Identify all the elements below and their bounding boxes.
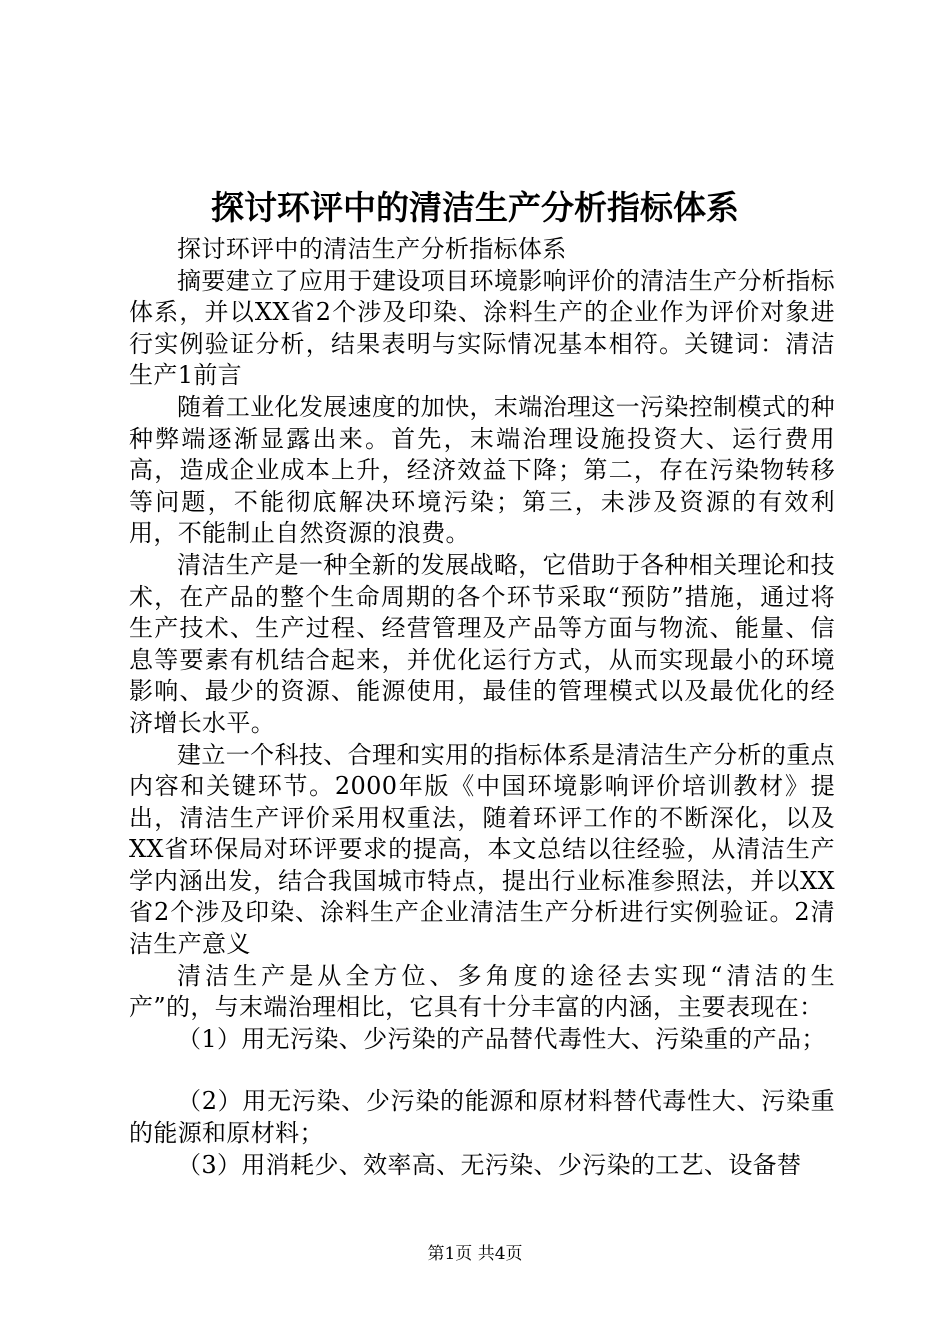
paragraph-meaning: 清洁生产是从全方位、多角度的途径去实现“清洁的生产”的，与末端治理相比，它具有十分丰富的内涵，主要表现在： bbox=[129, 961, 835, 1022]
list-item-2: （2）用无污染、少污染的能源和原材料替代毒性大、污染重的能源和原材料； bbox=[129, 1087, 835, 1148]
document-title: 探讨环评中的清洁生产分析指标体系 bbox=[211, 188, 739, 227]
paragraph-strategy: 清洁生产是一种全新的发展战略，它借助于各种相关理论和技术，在产品的整个生命周期的各个环节采取“预防”措施，通过将生产技术、生产过程、经营管理及产品等方面与物流、能量、信息等要素有机结合起来，并优化运行方式，从而实现最小的环境影响、最少的资源、能源使用，最佳的管理模式以及最优化的经济增长水平。 bbox=[129, 550, 835, 737]
page-footer: 第1页 共4页 bbox=[427, 1244, 523, 1264]
document-body bbox=[129, 234, 835, 1181]
paragraph-intro: 随着工业化发展速度的加快，末端治理这一污染控制模式的种种弊端逐渐显露出来。首先，末端治理设施投资大、运行费用高，造成企业成本上升，经济效益下降；第二，存在污染物转移等问题，不能彻底解决环境污染；第三，未涉及资源的有效利用，不能制止自然资源的浪费。 bbox=[129, 392, 835, 548]
paragraph-heading-repeat: 探讨环评中的清洁生产分析指标体系 bbox=[177, 235, 567, 263]
paragraph-abstract: 摘要建立了应用于建设项目环境影响评价的清洁生产分析指标体系，并以XX省2个涉及印染、涂料生产的企业作为评价对象进行实例验证分析，结果表明与实际情况基本相符。关键词：清洁生产1前言 bbox=[129, 266, 835, 390]
paragraph-index-system: 建立一个科技、合理和实用的指标体系是清洁生产分析的重点内容和关键环节。2000年版《中国环境影响评价培训教材》提出，清洁生产评价采用权重法，随着环评工作的不断深化，以及XX省环保局对环评要求的提高，本文总结以往经验，从清洁生产学内涵出发，结合我国城市特点，提出行业标准参照法，并以XX省2个涉及印染、涂料生产企业清洁生产分析进行实例验证。2清洁生产意义 bbox=[129, 740, 835, 959]
list-item-3: （3）用消耗少、效率高、无污染、少污染的工艺、设备替 bbox=[177, 1150, 802, 1179]
list-item-1: （1）用无污染、少污染的产品替代毒性大、污染重的产品； bbox=[177, 1024, 826, 1053]
